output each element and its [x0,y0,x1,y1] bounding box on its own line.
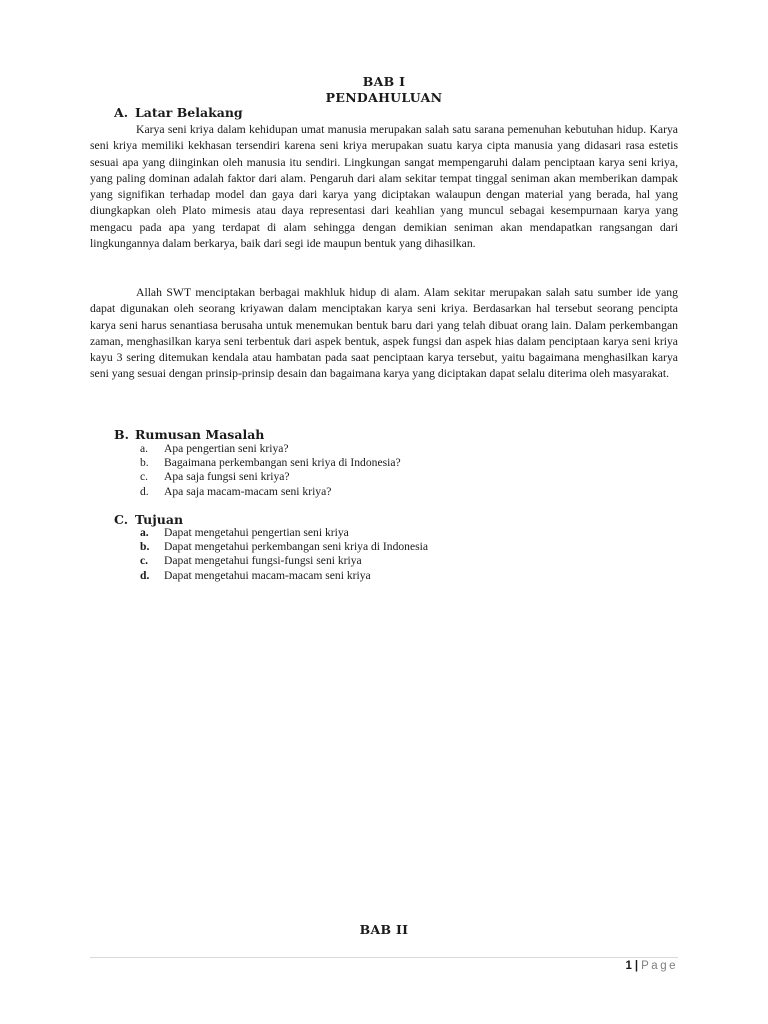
chapter-2-title: BAB II [359,922,409,937]
list-marker: a. [140,526,149,539]
list-item [140,485,401,499]
list-item [140,540,428,554]
page-footer [626,960,678,972]
list-item [140,569,428,583]
list-item [140,442,401,456]
section-b-heading [114,427,264,443]
chapter-title: BAB I [362,74,406,89]
problem-list [140,442,401,499]
list-item [140,526,428,540]
section-b-letter: B. [114,427,129,442]
section-a-heading [114,105,243,121]
list-item-text: Apa saja macam-macam seni kriya? [164,484,332,498]
list-item [140,456,401,470]
section-c-letter: C. [114,512,129,527]
paragraph-1: Karya seni kriya dalam kehidupan umat manusia merupakan salah satu sarana pemenuhan kebutuhan hidup. Karya seni kriya memiliki kekhasan tersendiri karena seni kriya merupakan suatu karya cipta manusia yang didasari rasa estetis sesuai apa yang diinginkan oleh manusia itu sendiri. Lingkungan sangat mempengaruhi dalam penciptaan karya seni kriya, yang paling dominan adalah faktor dari alam. Pengaruh dari alam sekitar tempat tinggal seniman akan memberikan dampak yang signifikan terhadap model dan gaya dari karya yang diciptakan walaupun dengan material yang berada, hal yang diungkapkan oleh Plato mimesis atau daya representasi dari keahlian yang muncul sebagai kesempurnaan karya yang mengacu pada apa yang terdapat di alam sehingga dengan demikian seniman akan mendapatkan rangsangan dari lingkungannya dalam berkarya, baik dari segi ide maupun bentuk yang dihasilkan. [90,123,678,251]
list-item-text: Apa saja fungsi seni kriya? [164,470,290,484]
list-item-text: Dapat mengetahui fungsi-fungsi seni kriya [164,554,362,568]
page-label: Page [641,960,678,972]
footer-separator: | [634,960,639,972]
list-marker: b. [140,456,149,470]
list-item-text: Apa pengertian seni kriya? [164,442,289,455]
list-marker: a. [140,442,149,455]
list-marker: d. [140,568,150,582]
footer-divider [90,957,678,958]
list-marker: c. [140,554,149,568]
section-b-title: Rumusan Masalah [135,427,265,442]
list-item [140,470,401,484]
list-item [140,554,428,568]
section-a-title: Latar Belakang [135,105,243,120]
list-item-text: Bagaimana perkembangan seni kriya di Indonesia? [164,456,401,470]
list-marker: b. [140,540,150,554]
objective-list [140,526,428,583]
page-number: 1 [625,960,632,972]
list-marker: c. [140,470,149,484]
list-marker: d. [140,484,149,498]
list-item-text: Dapat mengetahui pengertian seni kriya [164,526,349,539]
chapter-subtitle: PENDAHULUAN [325,90,443,105]
list-item-text: Dapat mengetahui macam-macam seni kriya [164,568,371,582]
paragraph-2: Allah SWT menciptakan berbagai makhluk hidup di alam. Alam sekitar merupakan salah satu sumber ide yang dapat digunakan oleh seorang kriyawan dalam menciptakan karya seni kriya. Berdasarkan hal tersebut seorang pencipta karya seni harus senantiasa berusaha untuk menemukan bentuk baru dari yang telah dibuat orang lain. Dalam perkembangan zaman, menghasilkan karya seni terbentuk dari aspek bentuk, aspek fungsi dan aspek hias dalam penciptaan karya seni kriya kayu 3 sering ditemukan kendala atau hambatan pada saat penciptaan karya tersebut, yaitu bagaimana menghasilkan karya seni yang sesuai dengan prinsip-prinsip desain dan bagaimana karya yang diciptakan dapat selalu diterima oleh masyarakat. [90,286,678,381]
list-item-text: Dapat mengetahui perkembangan seni kriya di Indonesia [164,540,428,554]
section-c-title: Tujuan [135,512,184,527]
section-a-letter: A. [114,105,129,120]
